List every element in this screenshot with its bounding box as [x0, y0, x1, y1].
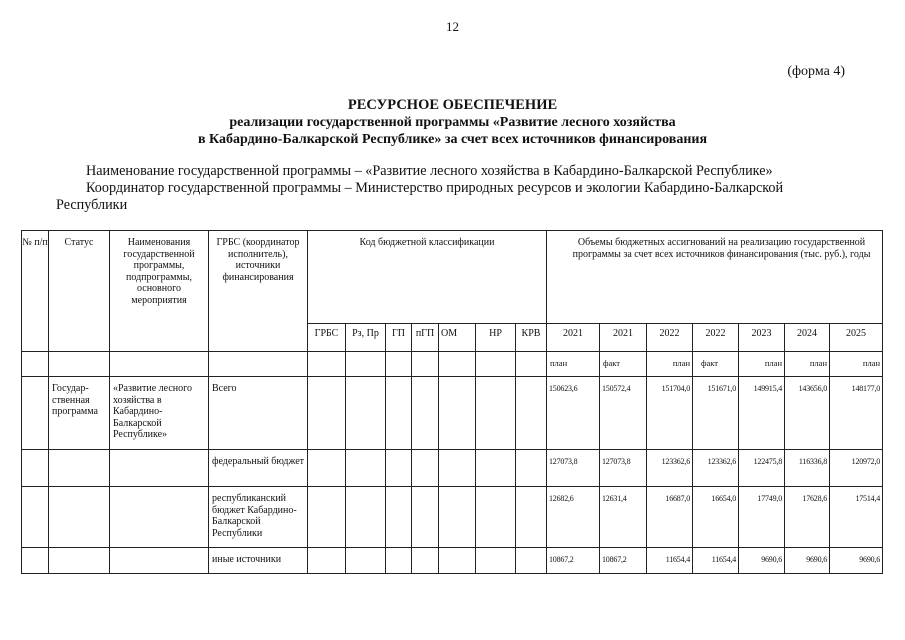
value-cell: 17628,6 — [785, 487, 830, 548]
year-type: план — [739, 352, 785, 377]
header-status: Статус — [49, 231, 110, 352]
code-col-nr: НР — [476, 324, 516, 352]
year-header: 2022 — [693, 324, 739, 352]
title-line-1: РЕСУРСНОЕ ОБЕСПЕЧЕНИЕ — [347, 97, 558, 113]
year-header: 2021 — [600, 324, 647, 352]
year-type: факт — [600, 352, 647, 377]
year-type: план — [647, 352, 693, 377]
value-cell: 123362,6 — [647, 450, 693, 487]
header-row — [22, 231, 883, 324]
row-name: «Развитие лесного хозяйства в Кабардино-Балкарской Республике» — [110, 377, 209, 450]
row-source: Всего — [209, 377, 308, 450]
code-col-grbs: ГРБС — [308, 324, 346, 352]
value-cell: 120972,0 — [830, 450, 883, 487]
value-cell: 10867,2 — [600, 548, 647, 574]
year-type: факт — [693, 352, 739, 377]
table-row — [22, 487, 883, 548]
row-name — [110, 450, 209, 487]
value-cell: 10867,2 — [547, 548, 600, 574]
value-cell: 149915,4 — [739, 377, 785, 450]
value-cell: 150623,6 — [547, 377, 600, 450]
value-cell: 143656,0 — [785, 377, 830, 450]
header-volumes: Объемы бюджетных ассигнований на реализацию государственной программы за счет всех источников финансирования (тыс. руб.), годы — [547, 231, 883, 324]
value-cell: 122475,8 — [739, 450, 785, 487]
coordinator-line-continued: Республики — [56, 197, 128, 213]
year-type: план — [785, 352, 830, 377]
value-cell: 12682,6 — [547, 487, 600, 548]
value-cell: 9690,6 — [739, 548, 785, 574]
value-cell: 127073,8 — [547, 450, 600, 487]
code-col-om: ОМ — [439, 324, 476, 352]
intro-block — [56, 163, 846, 214]
value-cell: 127073,8 — [600, 450, 647, 487]
row-status — [49, 548, 110, 574]
resource-table — [21, 230, 883, 574]
value-cell: 9690,6 — [785, 548, 830, 574]
year-header: 2022 — [647, 324, 693, 352]
row-name — [110, 548, 209, 574]
document-title — [0, 97, 905, 148]
title-line-2: реализации государственной программы «Развитие лесного хозяйства — [229, 115, 676, 130]
value-cell: 12631,4 — [600, 487, 647, 548]
coordinator-line: Координатор государственной программы – Министерство природных ресурсов и экологии Кабардино-Балкарской — [86, 180, 784, 196]
value-cell: 17514,4 — [830, 487, 883, 548]
year-header: 2025 — [830, 324, 883, 352]
table-row — [22, 450, 883, 487]
value-cell: 17749,0 — [739, 487, 785, 548]
program-name-line: Наименование государственной программы – «Развитие лесного хозяйства в Кабардино-Балкарской Республике» — [86, 163, 773, 179]
header-grbs: ГРБС (координатор исполнитель), источники финансирования — [209, 231, 308, 352]
code-col-gp: ГП — [386, 324, 412, 352]
year-type: план — [830, 352, 883, 377]
value-cell: 16654,0 — [693, 487, 739, 548]
table-row — [22, 548, 883, 574]
value-cell: 123362,6 — [693, 450, 739, 487]
row-status — [49, 450, 110, 487]
row-name — [110, 487, 209, 548]
value-cell: 11654,4 — [693, 548, 739, 574]
title-line-3: в Кабардино-Балкарской Республике» за счет всех источников финансирования — [197, 132, 708, 147]
row-source: иные источники — [209, 548, 308, 574]
page-number: 12 — [446, 19, 459, 34]
value-cell: 148177,0 — [830, 377, 883, 450]
value-cell: 16687,0 — [647, 487, 693, 548]
value-cell: 151704,0 — [647, 377, 693, 450]
year-header: 2024 — [785, 324, 830, 352]
header-num: № п/п — [22, 231, 49, 352]
value-cell: 9690,6 — [830, 548, 883, 574]
row-source: республиканский бюджет Кабардино-Балкарской Республики — [209, 487, 308, 548]
value-cell: 150572,4 — [600, 377, 647, 450]
year-type: план — [547, 352, 600, 377]
code-col-pgp: пГП — [412, 324, 439, 352]
year-header: 2021 — [547, 324, 600, 352]
value-cell: 151671,0 — [693, 377, 739, 450]
row-source: федеральный бюджет — [209, 450, 308, 487]
value-cell: 11654,4 — [647, 548, 693, 574]
header-budget-code: Код бюджетной классификации — [308, 231, 547, 324]
row-status — [49, 487, 110, 548]
value-cell: 116336,8 — [785, 450, 830, 487]
form-label: (форма 4) — [787, 64, 845, 79]
code-col-krv: КРВ — [516, 324, 547, 352]
year-header: 2023 — [739, 324, 785, 352]
row-status: Государ-ственная программа — [49, 377, 110, 450]
year-type-row — [22, 352, 883, 377]
header-name: Наименования государственной программы, подпрограммы, основного мероприятия — [110, 231, 209, 352]
code-col-rz-pr: Рз, Пр — [346, 324, 386, 352]
table-row — [22, 377, 883, 450]
